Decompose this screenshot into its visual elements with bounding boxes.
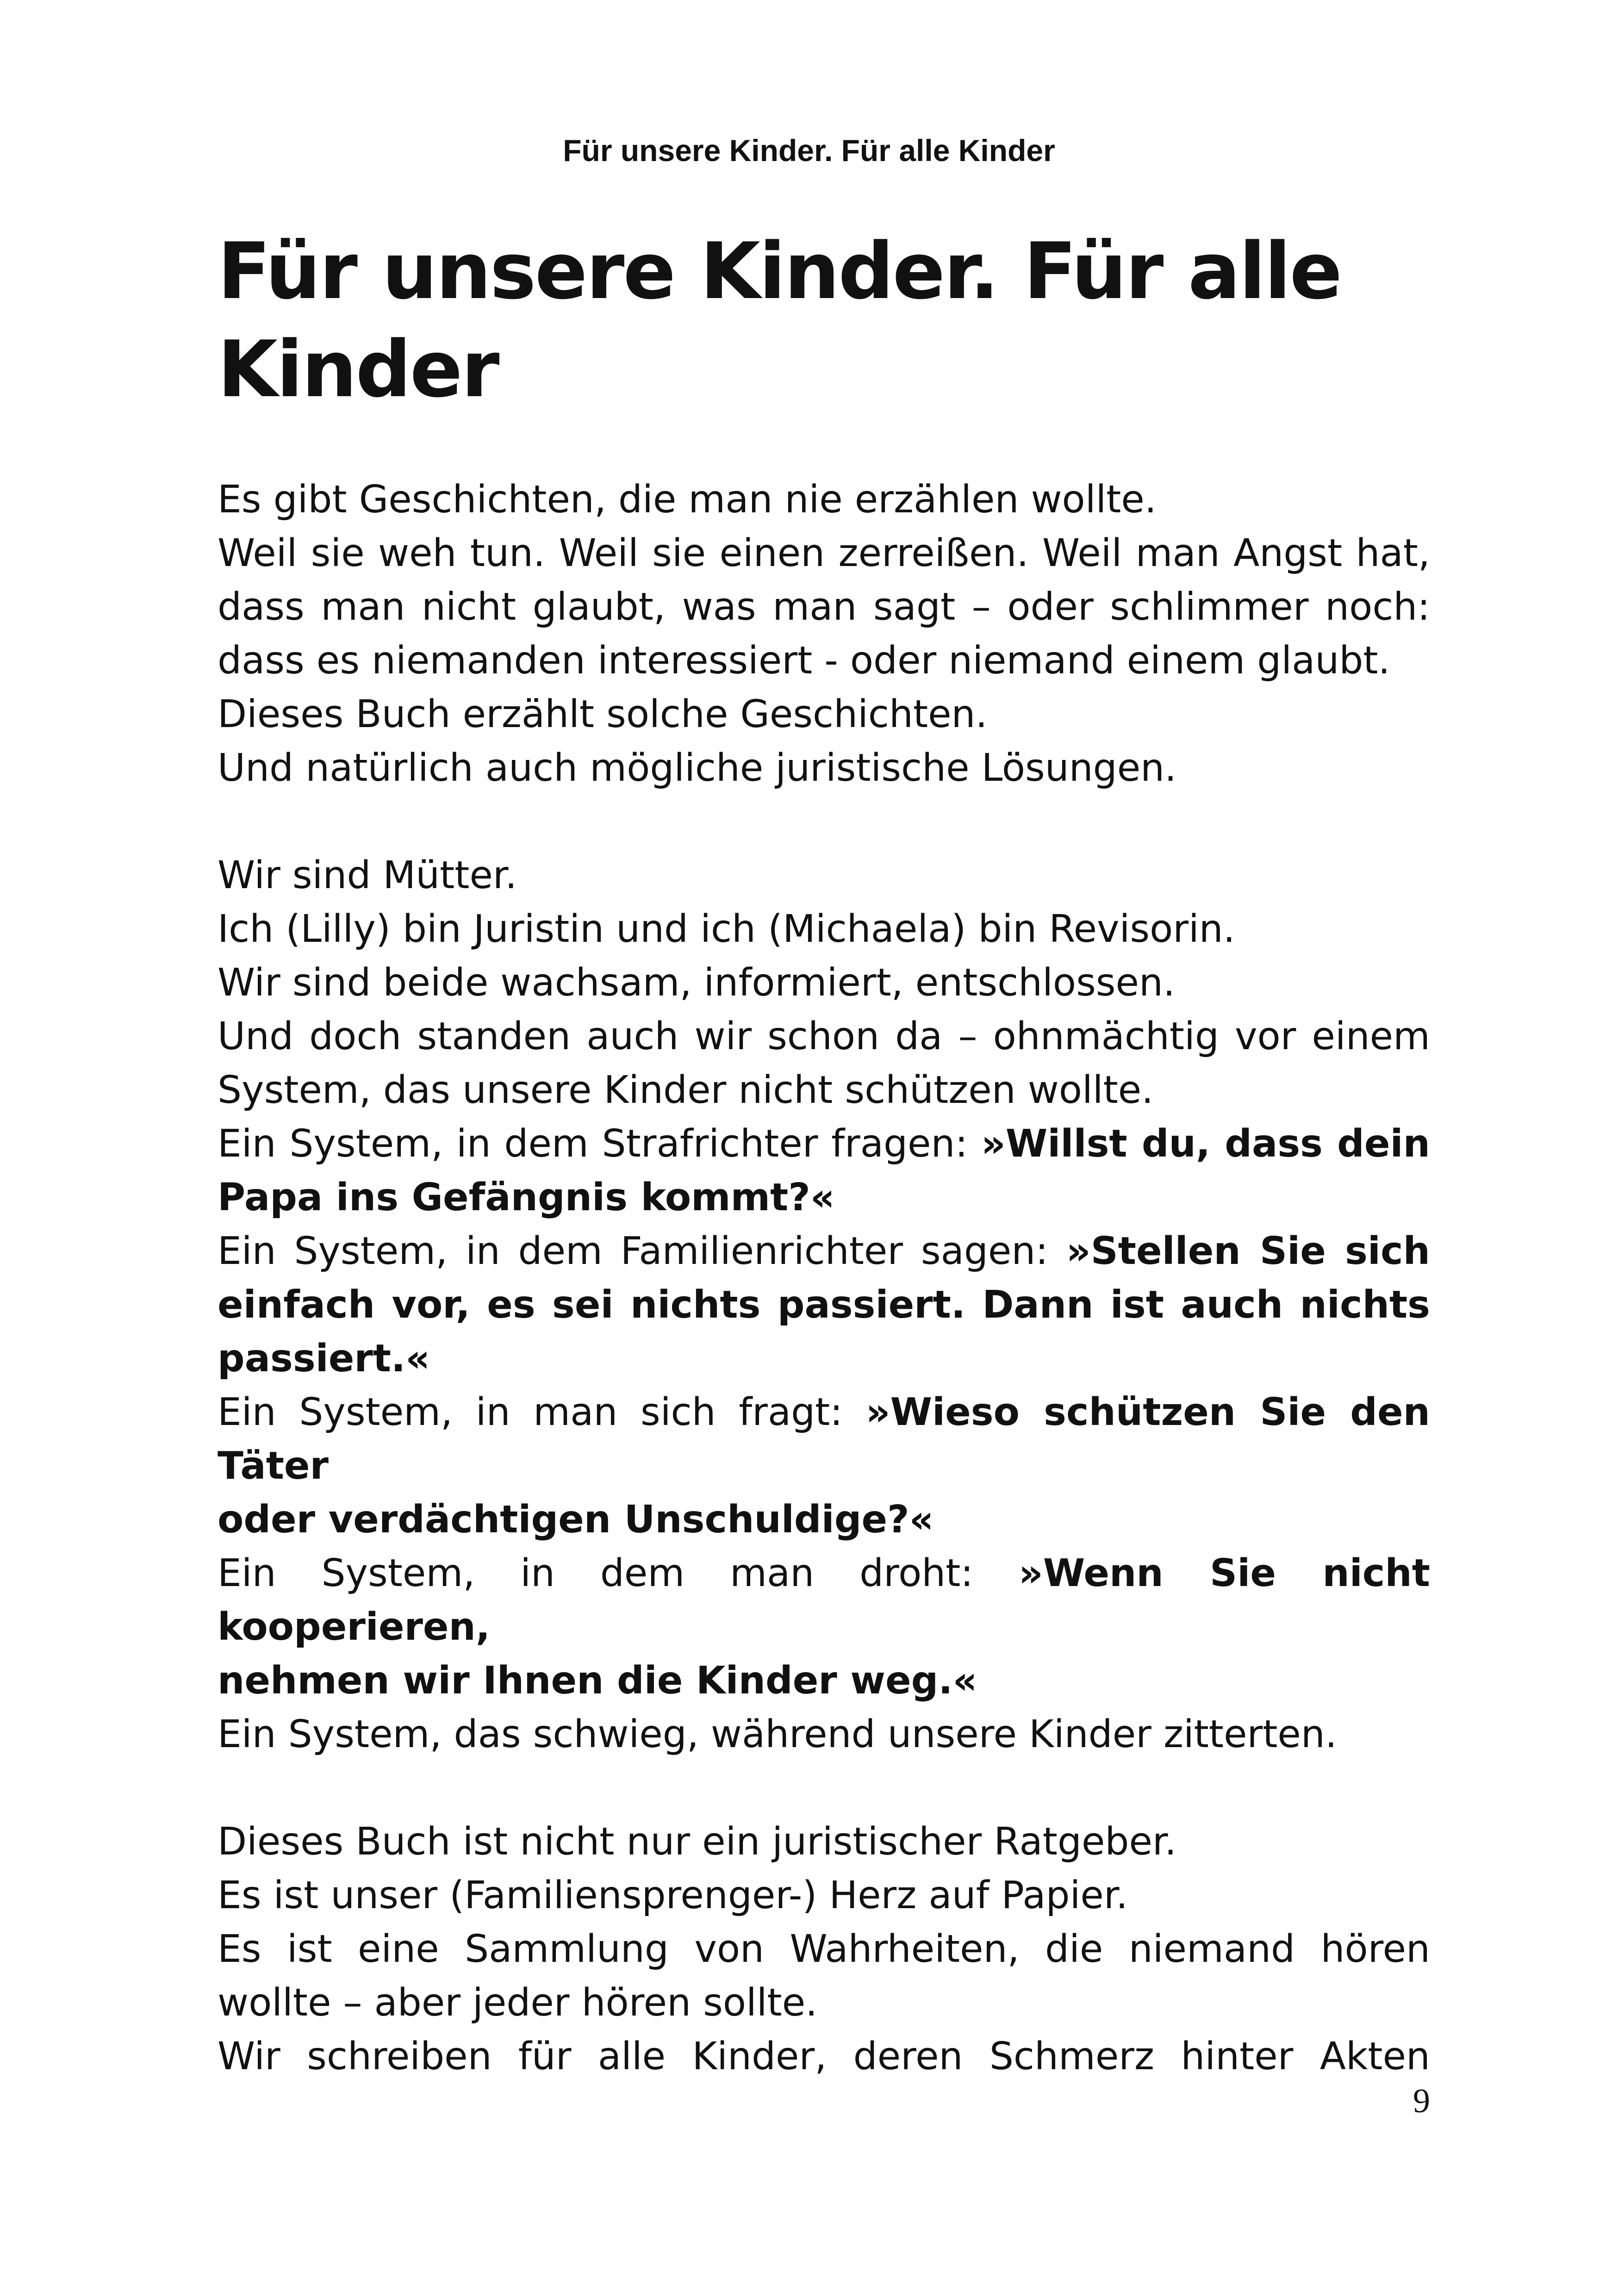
quote-text: oder verdächtigen Unschuldige?« bbox=[218, 1498, 934, 1542]
quote-intro: Ein System, in dem man droht: bbox=[218, 1551, 974, 1595]
text-line: Es ist unser (Familiensprenger-) Herz auf Papier. bbox=[218, 1873, 1128, 1917]
quote-intro: Ein System, in dem Strafrichter fragen: bbox=[218, 1122, 968, 1166]
quote-line bbox=[218, 1547, 1430, 1654]
chapter-title-line: Für unsere Kinder. Für alle bbox=[218, 226, 1341, 317]
text-line: System, das unsere Kinder nicht schützen wollte. bbox=[218, 1068, 1154, 1112]
text-line: Dieses Buch erzählt solche Geschichten. bbox=[218, 692, 988, 736]
quote-text: passiert.« bbox=[218, 1337, 430, 1381]
paragraph-intro bbox=[218, 473, 1430, 795]
text-line: Weil sie weh tun. Weil sie einen zerreißen. Weil man Angst hat, bbox=[218, 531, 1430, 575]
quote-intro: Ein System, in man sich fragt: bbox=[218, 1390, 843, 1434]
running-header: Für unsere Kinder. Für alle Kinder bbox=[563, 133, 1055, 168]
text-line: Ich (Lilly) bin Juristin und ich (Michaela) bin Revisorin. bbox=[218, 907, 1235, 951]
text-line: Ein System, das schwieg, während unsere Kinder zitterten. bbox=[218, 1712, 1337, 1756]
text-line: Und natürlich auch mögliche juristische Lösungen. bbox=[218, 746, 1177, 790]
text-line: Wir schreiben für alle Kinder, deren Schmerz hinter Akten bbox=[218, 2035, 1430, 2078]
quote-text: Papa ins Gefängnis kommt?« bbox=[218, 1176, 835, 1220]
page-number: 9 bbox=[1413, 2082, 1430, 2120]
paragraph-book bbox=[218, 1815, 1430, 2084]
quote-intro: Ein System, in dem Familienrichter sagen: bbox=[218, 1229, 1048, 1273]
quote-text: einfach vor, es sei nichts passiert. Dann ist auch nichts bbox=[218, 1283, 1430, 1327]
text-line: Wir sind Mütter. bbox=[218, 853, 517, 897]
quote-text: nehmen wir Ihnen die Kinder weg.« bbox=[218, 1659, 977, 1703]
text-line: dass man nicht glaubt, was man sagt – oder schlimmer noch: bbox=[218, 585, 1430, 629]
quote-line bbox=[218, 1386, 1430, 1493]
chapter-title bbox=[218, 222, 1430, 418]
quote-text: »Willst du, dass dein bbox=[981, 1122, 1430, 1166]
quote-text: »Wenn Sie nicht kooperieren, bbox=[218, 1551, 1430, 1649]
paragraph-mothers bbox=[218, 849, 1430, 1761]
chapter-title-line: Kinder bbox=[218, 324, 498, 415]
quote-line bbox=[218, 1117, 1430, 1171]
text-line: dass es niemanden interessiert - oder niemand einem glaubt. bbox=[218, 639, 1390, 683]
text-line: Wir sind beide wachsam, informiert, entschlossen. bbox=[218, 961, 1176, 1005]
text-line: Und doch standen auch wir schon da – ohnmächtig vor einem bbox=[218, 1014, 1430, 1058]
quote-text: »Wieso schützen Sie den Täter bbox=[218, 1390, 1430, 1488]
quote-line bbox=[218, 1225, 1430, 1278]
quote-text: »Stellen Sie sich bbox=[1066, 1229, 1430, 1273]
text-line: wollte – aber jeder hören sollte. bbox=[218, 1981, 818, 2025]
body-text bbox=[218, 473, 1430, 2084]
text-line: Dieses Buch ist nicht nur ein juristischer Ratgeber. bbox=[218, 1820, 1177, 1864]
text-line: Es ist eine Sammlung von Wahrheiten, die niemand hören bbox=[218, 1927, 1430, 1971]
text-line: Es gibt Geschichten, die man nie erzählen wollte. bbox=[218, 478, 1157, 522]
